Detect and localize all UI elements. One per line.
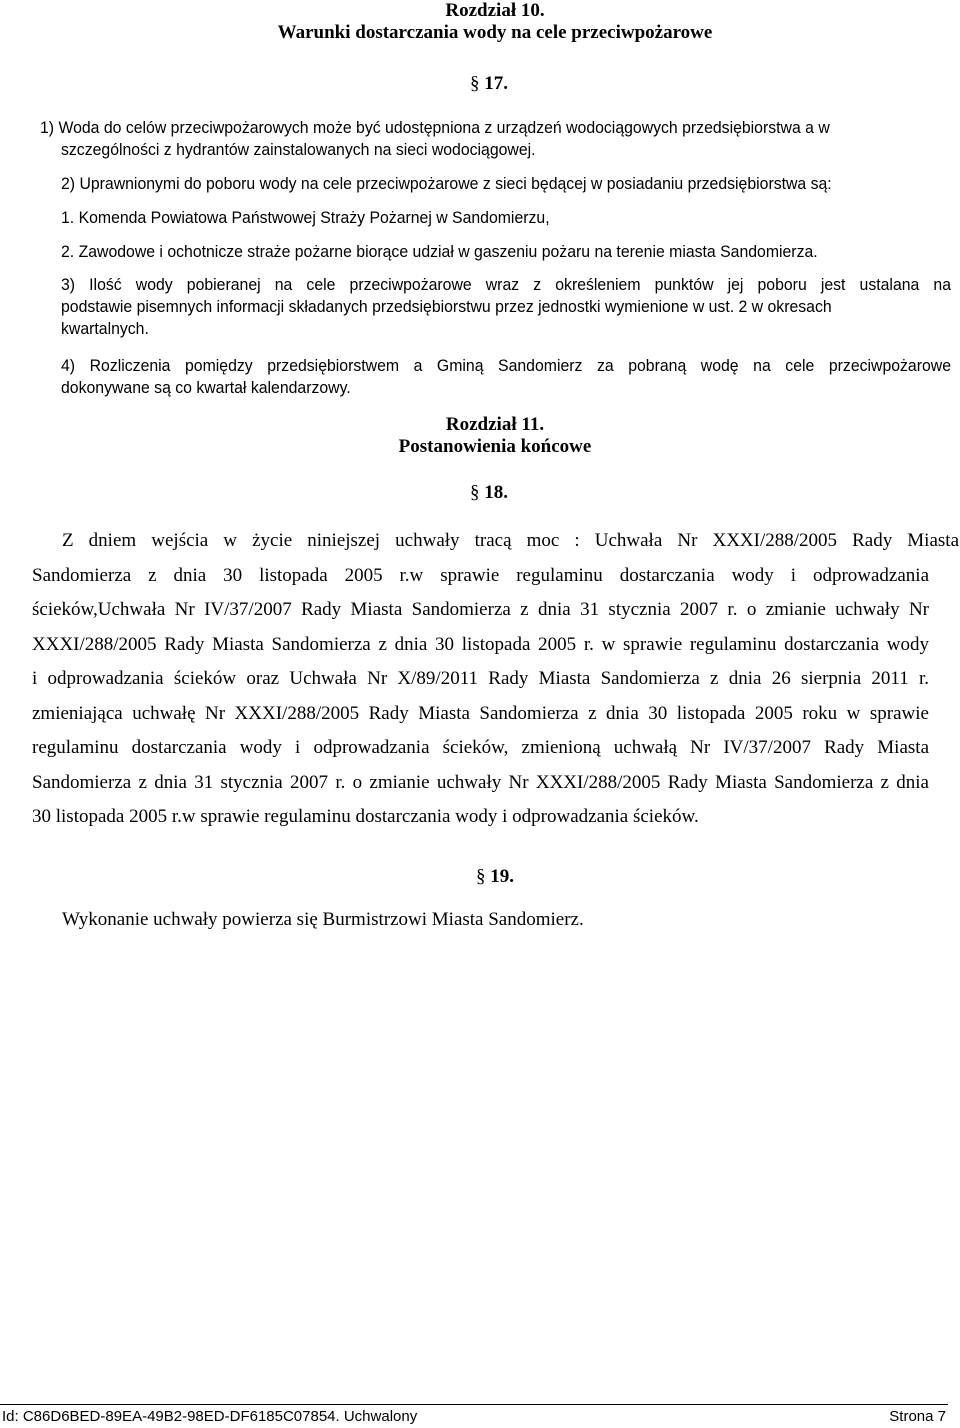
chapter-10-heading: Rozdział 10. [445, 0, 545, 21]
section-sign-icon: § [470, 73, 480, 94]
par17-item-1: 1. Komenda Powiatowa Państwowej Straży Pożarnej w Sandomierzu, [61, 208, 550, 227]
par17-p1-line1: 1) Woda do celów przeciwpożarowych może być udostępniona z urządzeń wodociągowych przedsiębiorstwa a w [40, 118, 830, 137]
section-sign-icon: § [476, 866, 486, 887]
footer-page-number: Strona 7 [889, 1408, 946, 1425]
chapter-11-heading: Rozdział 11. [445, 414, 545, 435]
par17-p2: 2) Uprawnionymi do poboru wody na cele przeciwpożarowe z sieci będącej w posiadaniu przedsiębiorstwa są: [61, 174, 832, 193]
par18-line-4: XXXI/288/2005 Rady Miasta Sandomierza z dnia 30 listopada 2005 r. w sprawie regulaminu dostarczania wody [32, 634, 929, 655]
par18-line-6: zmieniająca uchwałę Nr XXXI/288/2005 Rady Miasta Sandomierza z dnia 30 listopada 2005 roku w sprawie [32, 703, 929, 724]
paragraph-18-label: 18. [484, 482, 508, 503]
par18-line-2: Sandomierza z dnia 30 listopada 2005 r.w sprawie regulaminu dostarczania wody i odprowadzania [32, 565, 929, 586]
footer-document-id: Id: C86D6BED-89EA-49B2-98ED-DF6185C07854. Uchwalony [2, 1408, 418, 1425]
chapter-10-title: Warunki dostarczania wody na cele przeciwpożarowe [277, 22, 713, 43]
paragraph-17-number [470, 73, 508, 95]
par18-line-9: 30 listopada 2005 r.w sprawie regulaminu dostarczania wody i odprowadzania ścieków. [32, 806, 699, 827]
par17-p3-line3: kwartalnych. [61, 319, 149, 338]
par18-line-1: Z dniem wejścia w życie niniejszej uchwały tracą moc : Uchwała Nr XXXI/288/2005 Rady Miasta [62, 530, 959, 551]
par18-line-5: i odprowadzania ścieków oraz Uchwała Nr X/89/2011 Rady Miasta Sandomierza z dnia 26 sierpnia 2011 r. [32, 668, 929, 689]
par17-p4-line2: dokonywane są co kwartał kalendarzowy. [61, 378, 351, 397]
footer-divider [0, 1404, 948, 1405]
par17-p3-line2: podstawie pisemnych informacji składanych przedsiębiorstwu przez jednostki wymienione w ust. 2 w okresach [61, 297, 832, 316]
paragraph-19-number [476, 866, 514, 888]
paragraph-18-number [470, 482, 508, 504]
par18-line-8: Sandomierza z dnia 31 stycznia 2007 r. o zmianie uchwały Nr XXXI/288/2005 Rady Miasta Sandomierza z dnia [32, 772, 929, 793]
par17-p3-line1: 3) Ilość wody pobieranej na cele przeciwpożarowe wraz z określeniem punktów jej poboru jest ustalana na [61, 275, 952, 294]
par19-text: Wykonanie uchwały powierza się Burmistrzowi Miasta Sandomierz. [62, 909, 584, 930]
par18-line-7: regulaminu dostarczania wody i odprowadzania ścieków, zmienioną uchwałą Nr IV/37/2007 Rady Miasta [32, 737, 929, 758]
par17-p4-line1: 4) Rozliczenia pomiędzy przedsiębiorstwem a Gminą Sandomierz za pobraną wodę na cele przeciwpożarowe [61, 356, 952, 375]
par17-p1-line2: szczególności z hydrantów zainstalowanych na sieci wodociągowej. [61, 140, 536, 159]
paragraph-19-label: 19. [490, 866, 514, 887]
par17-item-2: 2. Zawodowe i ochotnicze straże pożarne biorące udział w gaszeniu pożaru na terenie miasta Sandomierza. [61, 242, 818, 261]
par18-line-3: ścieków,Uchwała Nr IV/37/2007 Rady Miasta Sandomierza z dnia 31 stycznia 2007 r. o zmianie uchwały Nr [32, 599, 929, 620]
paragraph-17-label: 17. [484, 73, 508, 94]
chapter-11-title: Postanowienia końcowe [398, 436, 592, 457]
section-sign-icon: § [470, 482, 480, 503]
